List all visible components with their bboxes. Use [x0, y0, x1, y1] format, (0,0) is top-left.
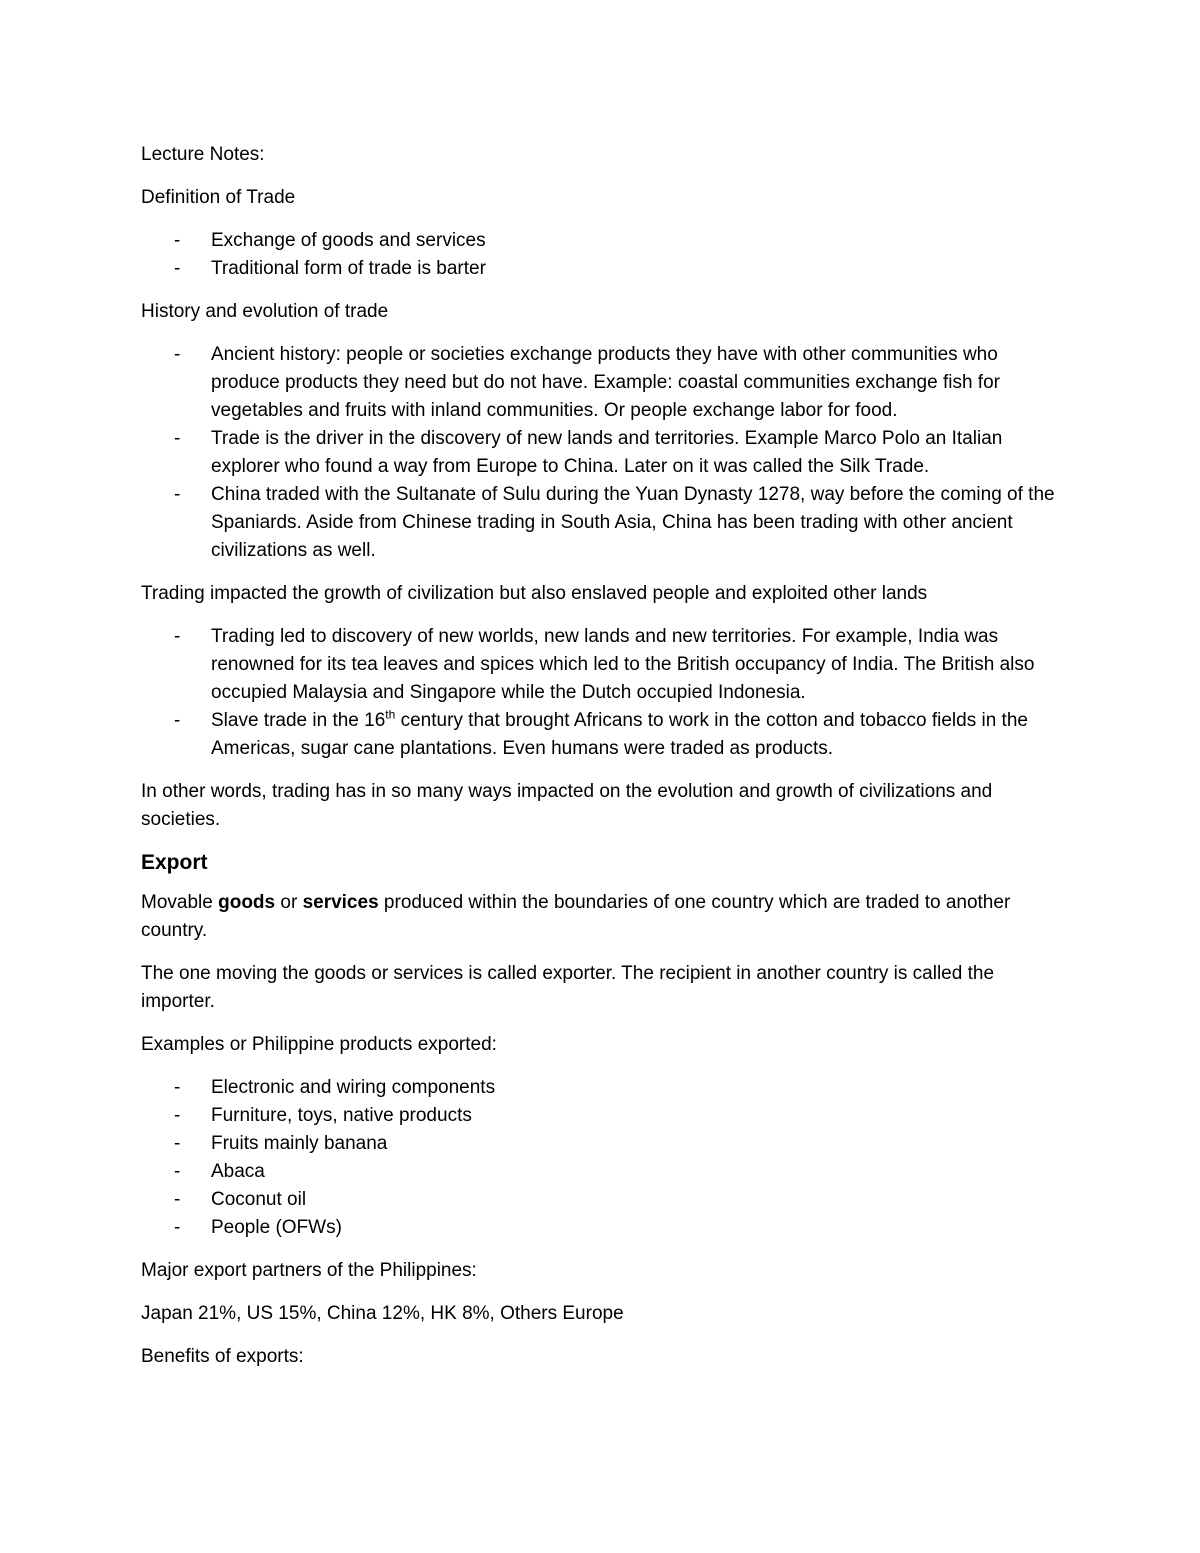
dash-bullet: - [174, 484, 181, 505]
benefits-heading: Benefits of exports: [141, 1346, 304, 1367]
export-definition: Movable goods or services produced within the boundaries of one country which are traded to another country. [141, 892, 1011, 941]
section-heading-impact: Trading impacted the growth of civilization but also enslaved people and exploited other lands [141, 583, 928, 604]
document-body [141, 141, 1061, 1386]
list-item: - China traded with the Sultanate of Sulu during the Yuan Dynasty 1278, way before the coming of the Spaniards. Aside from Chinese trading in South Asia, China has been trading with other ancient civilizations as well. [141, 481, 1061, 565]
list-item: - Slave trade in the 16th century that brought Africans to work in the cotton and tobacco fields in the Americas, sugar cane plantations. Even humans were traded as products. [174, 707, 1028, 759]
bold-goods: goods [218, 892, 276, 913]
dash-bullet: - [174, 344, 181, 365]
partners-text: Japan 21%, US 15%, China 12%, HK 8%, Others Europe [141, 1303, 624, 1324]
conclusion-paragraph: In other words, trading has in so many ways impacted on the evolution and growth of civilizations and societies. [141, 781, 993, 830]
definition-list [141, 227, 1061, 283]
list-item: - Furniture, toys, native products [141, 1102, 1061, 1130]
superscript: th [385, 707, 396, 722]
section-heading-definition: Definition of Trade [141, 187, 296, 208]
dash-bullet: - [174, 230, 181, 251]
list-item: - Trade is the driver in the discovery of new lands and territories. Example Marco Polo an Italian explorer who found a way from Europe to China. Later on it was called the Silk Trade. [141, 425, 1061, 481]
list-item: - Traditional form of trade is barter [141, 255, 1061, 283]
list-item: - Abaca [141, 1158, 1061, 1186]
dash-bullet: - [174, 1189, 181, 1210]
list-item: - Fruits mainly banana [141, 1130, 1061, 1158]
dash-bullet: - [174, 1077, 181, 1098]
dash-bullet: - [174, 258, 181, 279]
history-list [141, 341, 1061, 565]
bold-services: services [302, 892, 379, 913]
section-heading-history: History and evolution of trade [141, 301, 389, 322]
dash-bullet: - [174, 1161, 181, 1182]
dash-bullet: - [174, 428, 181, 449]
dash-bullet: - [174, 710, 181, 731]
examples-heading: Examples or Philippine products exported: [141, 1034, 497, 1055]
list-item: - Exchange of goods and services [141, 227, 1061, 255]
list-item: - Electronic and wiring components [141, 1074, 1061, 1102]
list-item: - Coconut oil [141, 1186, 1061, 1214]
examples-list [141, 1074, 1061, 1242]
partners-heading: Major export partners of the Philippines: [141, 1260, 477, 1281]
list-item: - Trading led to discovery of new worlds, new lands and new territories. For example, India was renowned for its tea leaves and spices which led to the British occupancy of India. The British also occupied Malaysia and Singapore while the Dutch occupied Indonesia. [141, 623, 1061, 707]
document-title: Lecture Notes: [141, 144, 265, 165]
exporter-paragraph: The one moving the goods or services is called exporter. The recipient in another country is called the importer. [141, 963, 995, 1012]
dash-bullet: - [174, 1105, 181, 1126]
export-heading: Export [141, 851, 208, 874]
list-item: - Ancient history: people or societies exchange products they have with other communities who produce products they need but do not have. Example: coastal communities exchange fish for vegetables and fruits with inland communities. Or people exchange labor for food. [141, 341, 1061, 425]
dash-bullet: - [174, 1133, 181, 1154]
dash-bullet: - [174, 626, 181, 647]
list-item: - People (OFWs) [141, 1214, 1061, 1242]
dash-bullet: - [174, 1217, 181, 1238]
impact-list [141, 623, 1061, 763]
